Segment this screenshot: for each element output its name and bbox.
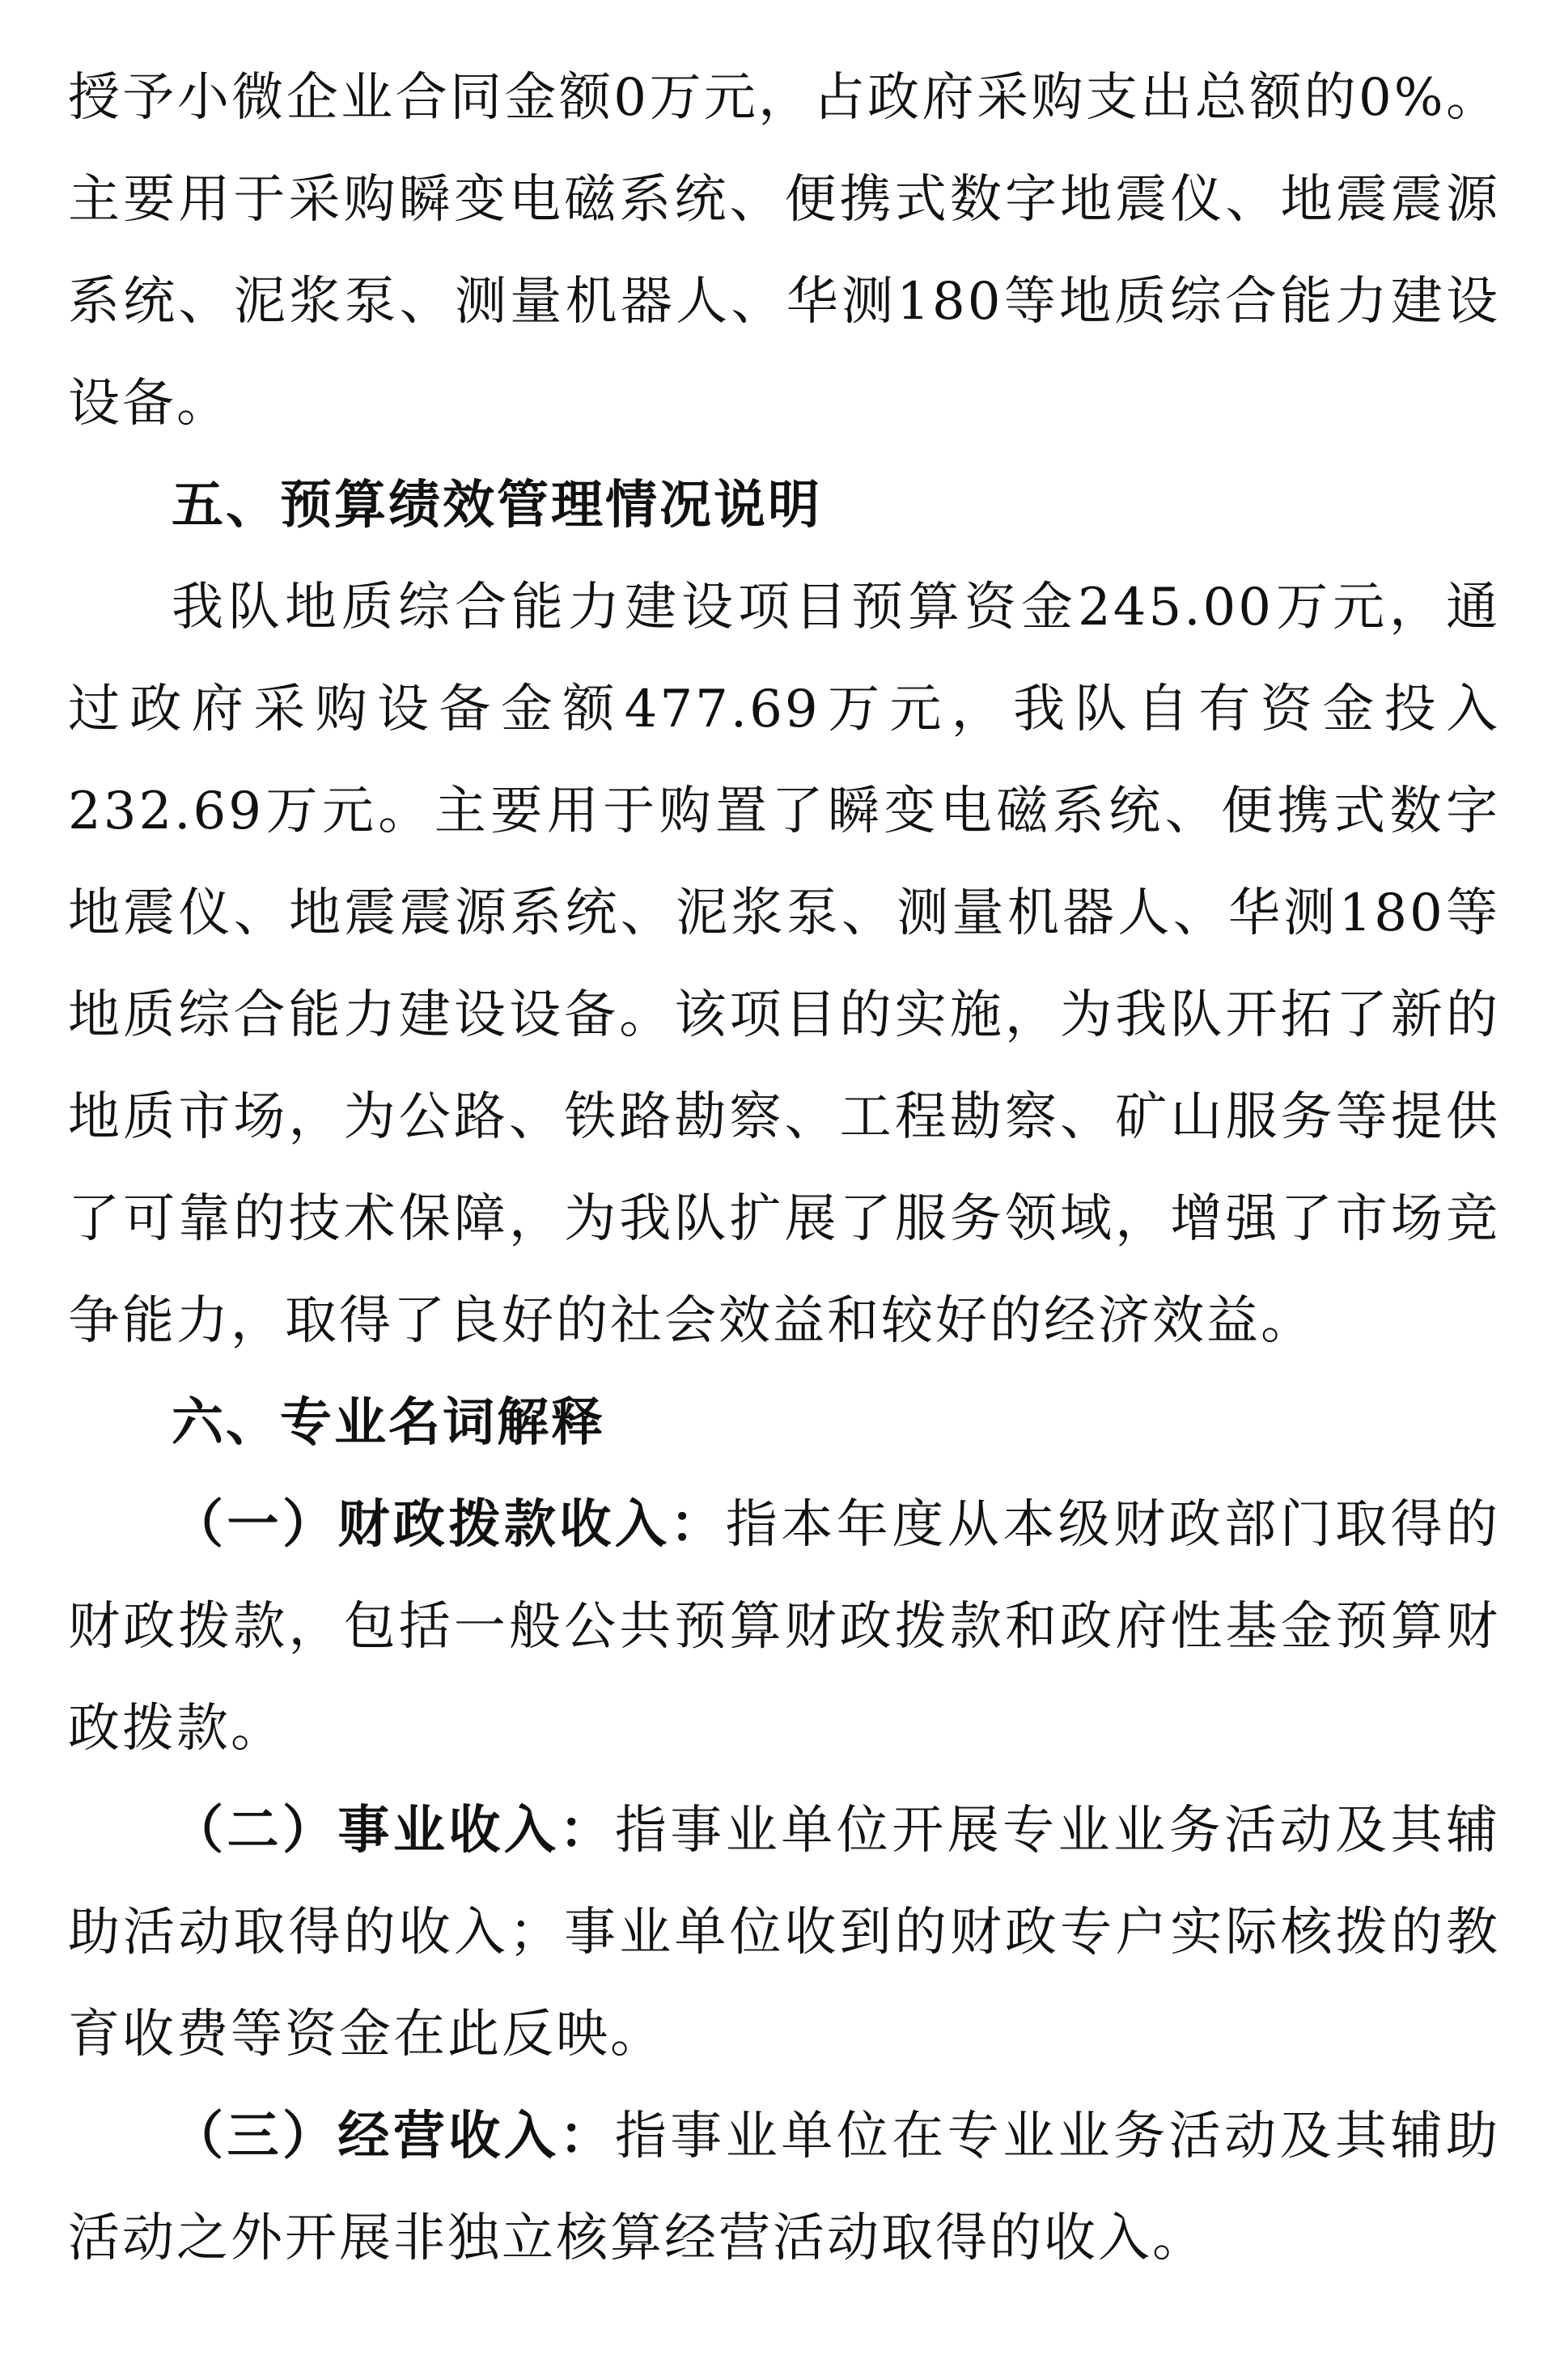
section-6-heading: 六、专业名词解释 [172, 1393, 605, 1453]
section-5-heading: 五、预算绩效管理情况说明 [172, 476, 822, 536]
definition-fiscal-appropriation [68, 1474, 1500, 1780]
intro-paragraph: 授予小微企业合同金额0万元，占政府采购支出总额的0%。主要用于采购瞬变电磁系统、便携式数字地震仪、地震震源系统、泥浆泵、测量机器人、华测180等地质综合能力建设设备。 [68, 68, 1500, 434]
term-business-income: （二）事业收入： [172, 1801, 615, 1861]
term-operating-income: （三）经营收入： [172, 2107, 615, 2166]
definition-operating-income [68, 2086, 1500, 2289]
definition-text-operating-income: 指事业单位在专业业务活动及其辅助活动之外开展非独立核算经营活动取得的收入。 [68, 2107, 1501, 2268]
term-fiscal-appropriation: （一）财政拨款收入： [172, 1495, 726, 1555]
section-5-body: 我队地质综合能力建设项目预算资金245.00万元，通过政府采购设备金额477.69万元，我队自有资金投入232.69万元。主要用于购置了瞬变电磁系统、便携式数字地震仪、地震震源系统、泥浆泵、测量机器人、华测180等地质综合能力建设设备。该项目的实施，为我队开拓了新的地质市场，为公路、铁路勘察、工程勘察、矿山服务等提供了可靠的技术保障，为我队扩展了服务领域，增强了市场竞争能力，取得了良好的社会效益和较好的经济效益。 [68, 578, 1500, 1351]
definition-business-income [68, 1780, 1500, 2086]
document-page [68, 47, 1500, 2289]
definition-text-business-income: 指事业单位开展专业业务活动及其辅助活动取得的收入；事业单位收到的财政专户实际核拨的教育收费等资金在此反映。 [68, 1801, 1501, 2065]
definition-text-fiscal-appropriation: 指本年度从本级财政部门取得的财政拨款，包括一般公共预算财政拨款和政府性基金预算财政拨款。 [68, 1495, 1501, 1759]
